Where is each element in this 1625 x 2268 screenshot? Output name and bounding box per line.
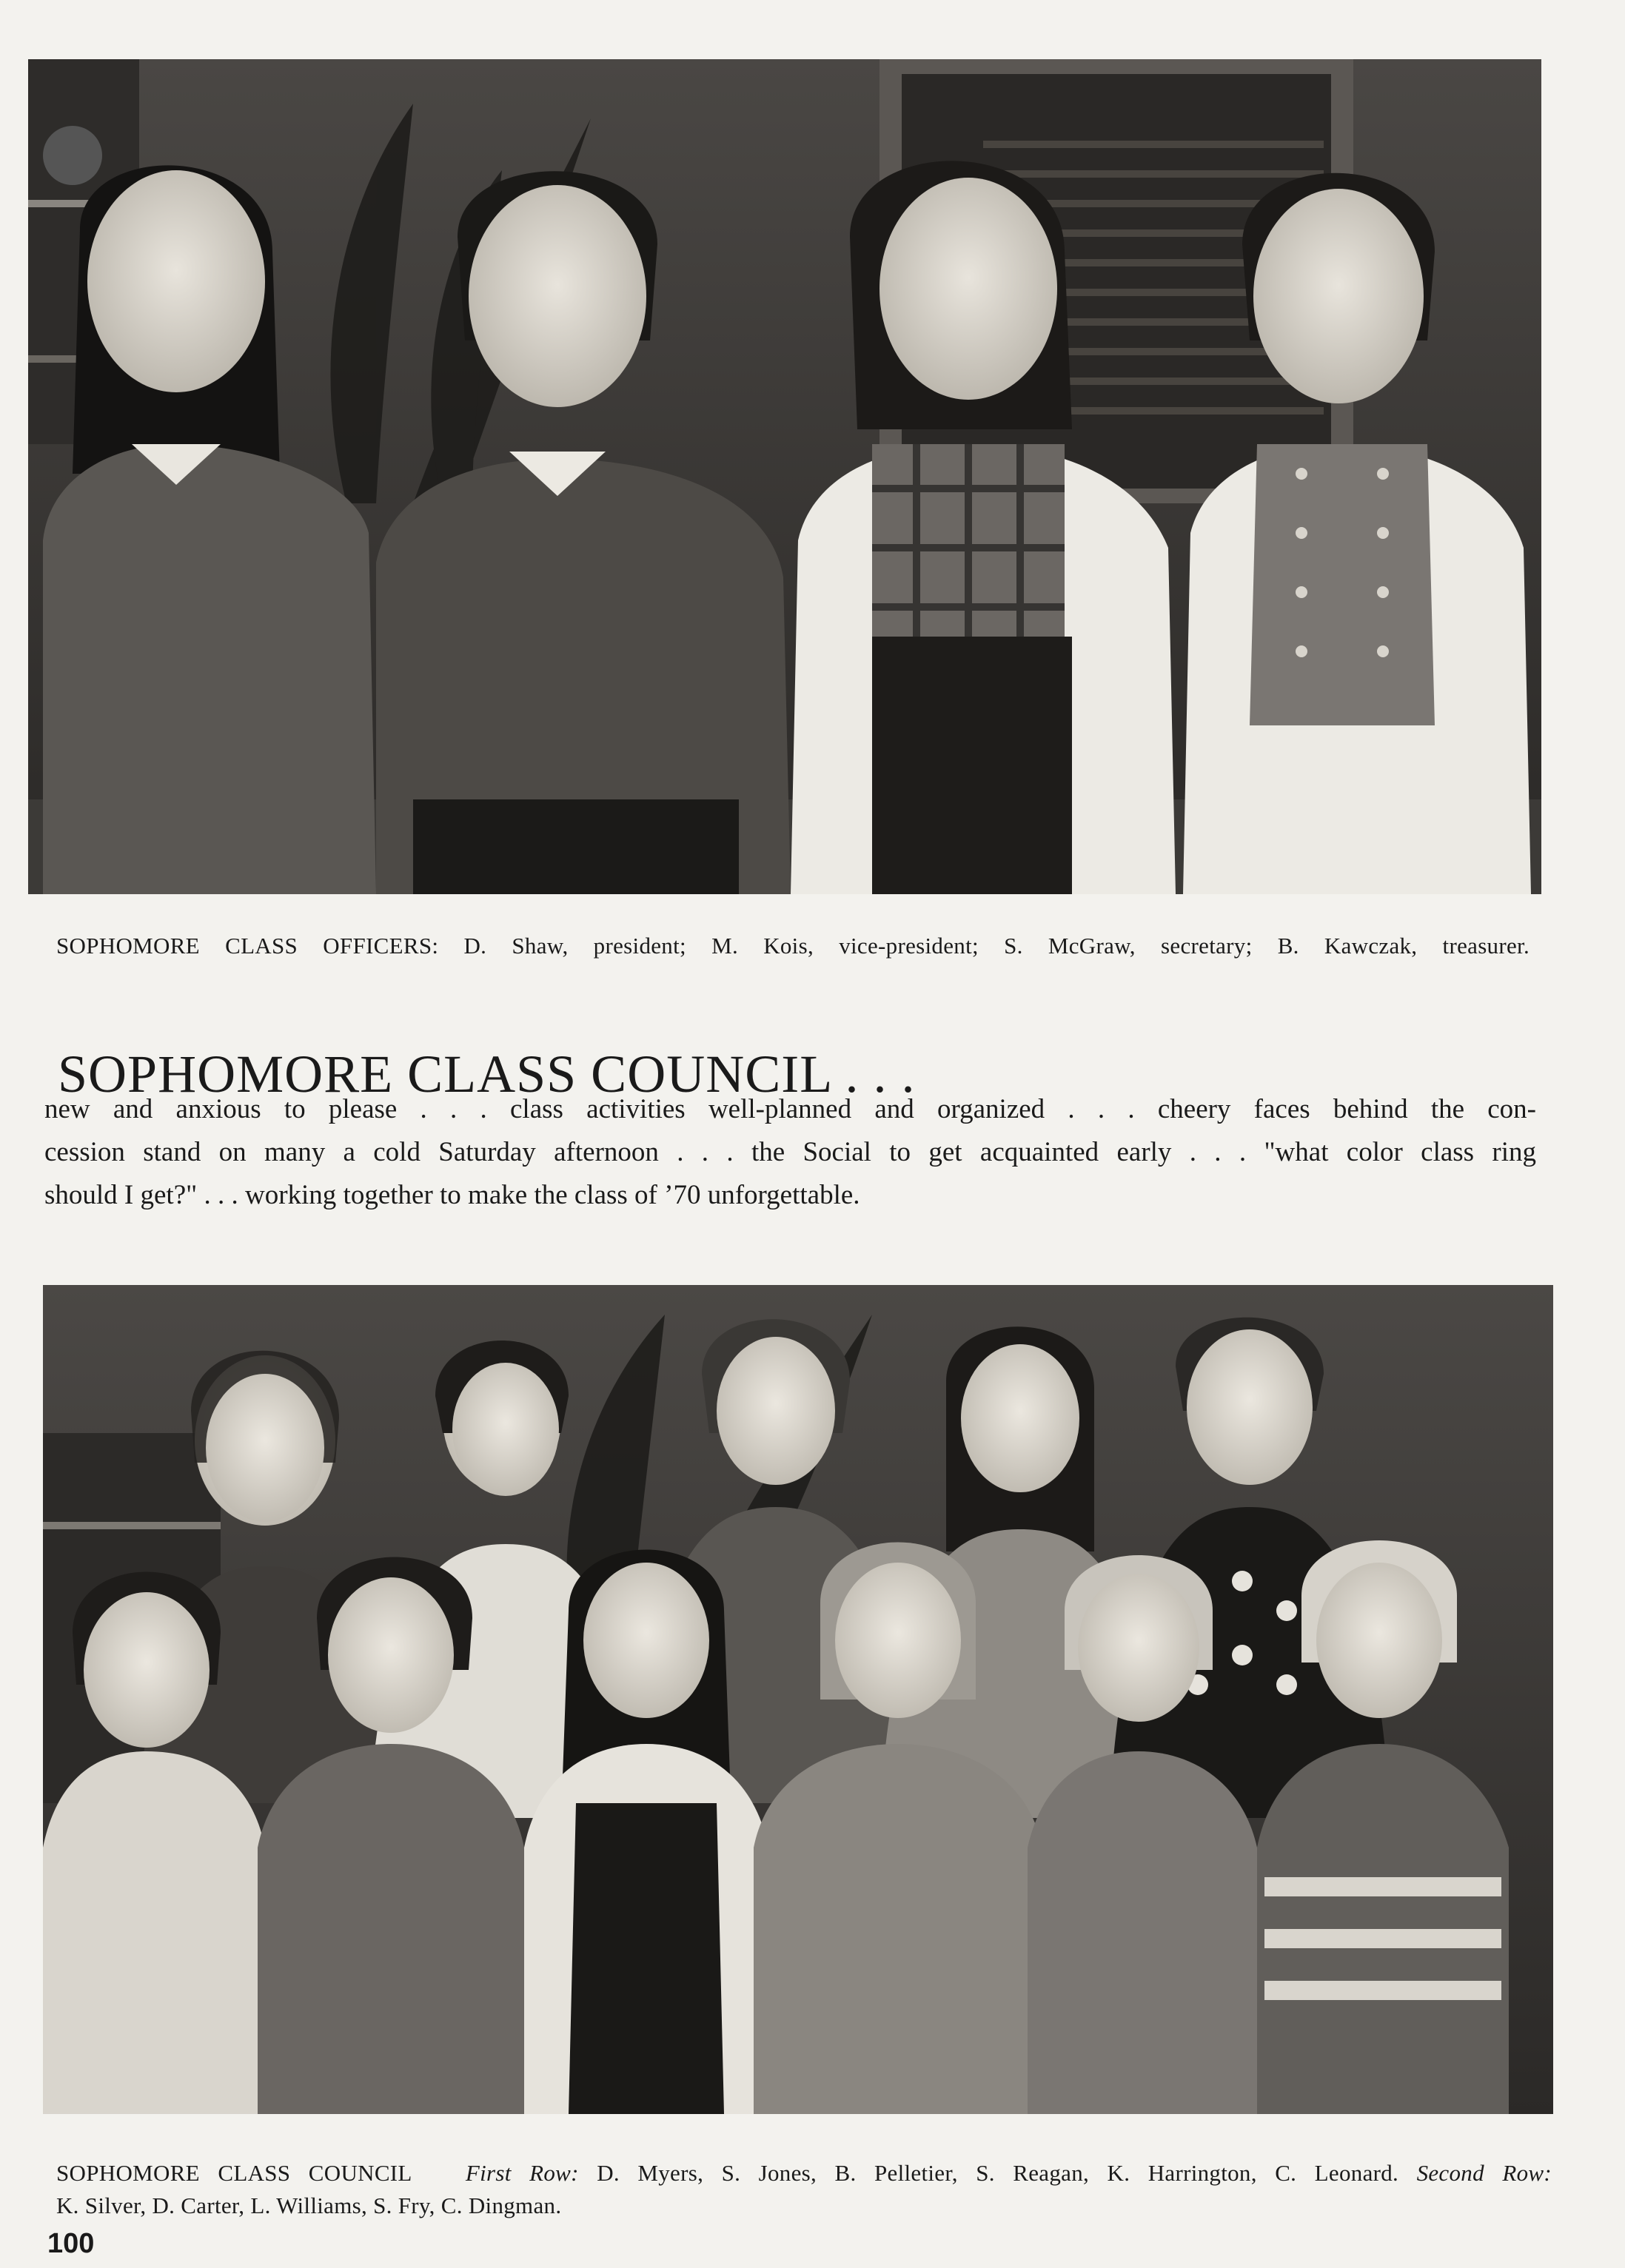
body-paragraph <box>44 1088 1536 1217</box>
council-caption-line-1 <box>56 2157 1552 2190</box>
council-photo <box>43 1285 1553 2114</box>
second-row-names: K. Silver, D. Carter, L. Williams, S. Fry, C. Dingman. <box>56 2192 562 2218</box>
officers-photo-image <box>28 59 1541 894</box>
page-number: 100 <box>47 2228 95 2259</box>
first-row-label: First Row: <box>465 2160 579 2186</box>
council-caption-title: SOPHOMORE CLASS COUNCIL <box>56 2160 412 2186</box>
officers-caption: SOPHOMORE CLASS OFFICERS: D. Shaw, president; M. Kois, vice-president; S. McGraw, secretary; B. Kawczak, treasurer. <box>56 933 1529 959</box>
council-caption <box>56 2157 1552 2222</box>
body-line: cession stand on many a cold Saturday afternoon . . . the Social to get acquainted early . . . "what color class ring <box>44 1137 1536 1167</box>
first-row-names: D. Myers, S. Jones, B. Pelletier, S. Reagan, K. Harrington, C. Leonard. <box>597 2160 1399 2186</box>
body-line: new and anxious to please . . . class activities well-planned and organized . . . cheery faces behind the con- <box>44 1094 1536 1124</box>
officers-photo <box>28 59 1541 894</box>
council-photo-image <box>43 1285 1553 2114</box>
body-line: should I get?" . . . working together to make the class of ’70 unforgettable. <box>44 1180 860 1210</box>
page-heading: SOPHOMORE CLASS COUNCIL . . . <box>58 1044 916 1104</box>
second-row-label: Second Row: <box>1416 2160 1552 2186</box>
